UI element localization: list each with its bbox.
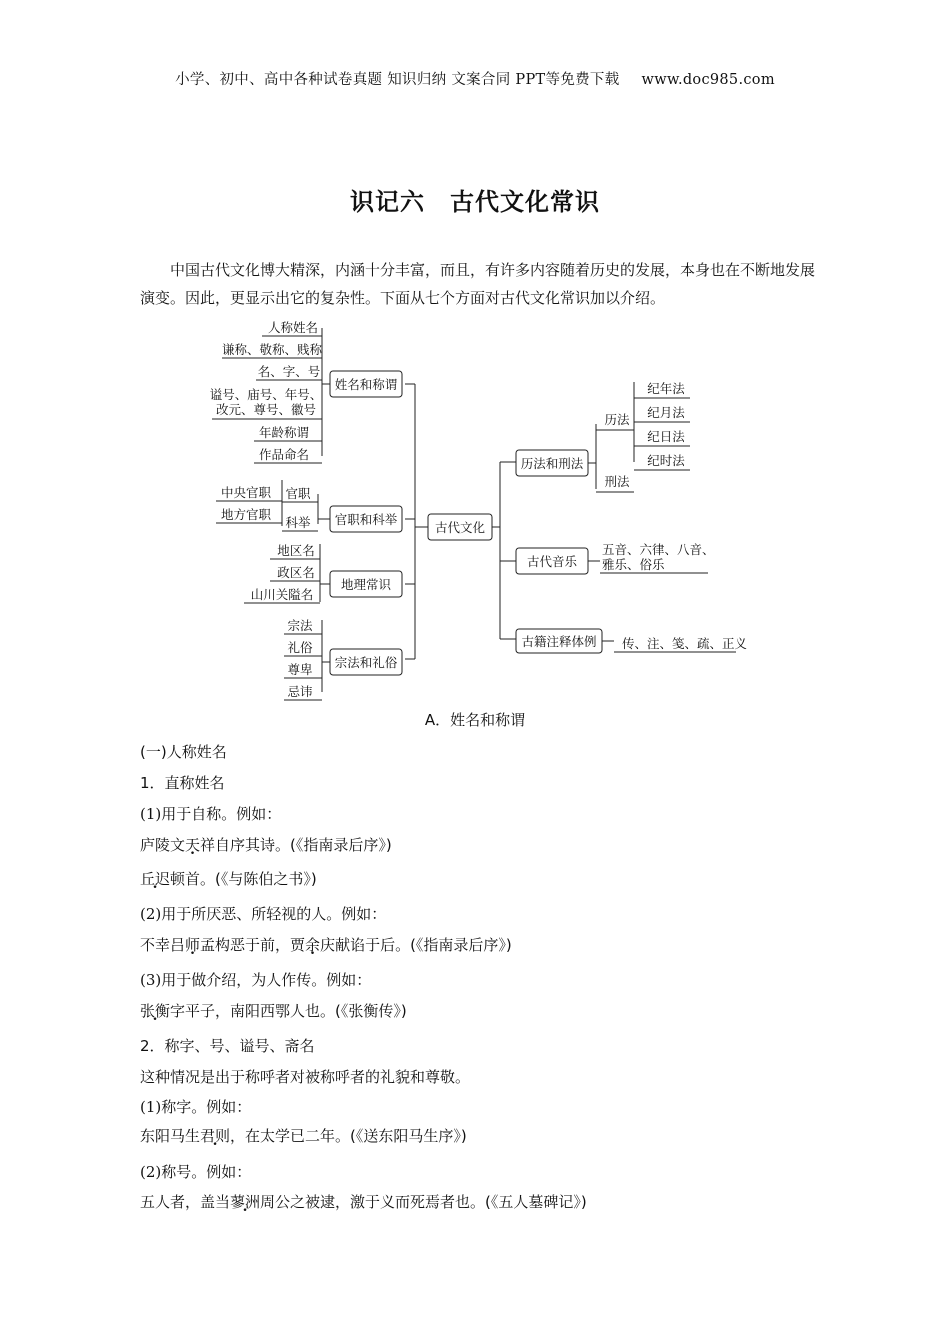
- point-4: 这种情况是出于称呼者对被称呼者的礼貌和尊敬。: [140, 1068, 471, 1086]
- svg-text:地理常识: 地理常识: [340, 577, 392, 592]
- svg-text:官职和科举: 官职和科举: [334, 512, 398, 527]
- example-6: 五人者，盖当蓼洲周公之被逮，激于义而死焉者也。(《五人墓碑记》): [140, 1193, 587, 1211]
- page-title: 识记六 古代文化常识: [350, 188, 600, 216]
- svg-text:古籍注释体例: 古籍注释体例: [521, 634, 597, 649]
- intro-paragraph: 中国古代文化博大精深，内涵十分丰富，而且，有许多内容随着历史的发展，本身也在不断地发展演变。因此，更显示出它的复杂性。下面从七个方面对古代文化常识加以介绍。: [140, 261, 816, 307]
- example-3: 不幸吕师孟构恶于前，贾余庆献谄于后。(《指南录后序》): [140, 936, 512, 954]
- svg-text:谥号、庙号、年号、: 谥号、庙号、年号、: [209, 387, 323, 402]
- page-header: [0, 68, 950, 89]
- svg-text:谦称、敬称、贱称: 谦称、敬称、贱称: [221, 342, 323, 357]
- svg-text:忌讳: 忌讳: [287, 684, 313, 699]
- heading-courtesy-names: 2．称字、号、谥号、斋名: [140, 1037, 315, 1055]
- example-1: 庐陵文天祥自序其诗。(《指南录后序》): [140, 836, 392, 854]
- point-1: (1)用于自称。例如：: [140, 805, 282, 823]
- svg-text:改元、尊号、徽号: 改元、尊号、徽号: [215, 402, 317, 417]
- svg-text:官职: 官职: [285, 486, 311, 501]
- heading-personal-names: (一)人称姓名: [140, 743, 227, 761]
- center-label: 古代文化: [434, 520, 486, 535]
- heading-direct-names: 1．直称姓名: [140, 774, 225, 792]
- svg-text:年龄称谓: 年龄称谓: [258, 425, 310, 440]
- svg-text:传、注、笺、疏、正义: 传、注、笺、疏、正义: [622, 636, 748, 651]
- point-6: (2)称号。例如：: [140, 1163, 252, 1181]
- svg-text:中央官职: 中央官职: [220, 485, 272, 500]
- svg-text:刑法: 刑法: [604, 474, 630, 489]
- svg-text:地区名: 地区名: [277, 543, 315, 558]
- mind-map-diagram: [200, 314, 760, 704]
- svg-text:宗法和礼俗: 宗法和礼俗: [334, 655, 398, 670]
- svg-text:尊卑: 尊卑: [287, 662, 313, 677]
- svg-text:雅乐、俗乐: 雅乐、俗乐: [602, 557, 665, 572]
- section-a-heading: A．姓名和称谓: [424, 711, 526, 729]
- svg-text:名、字、号: 名、字、号: [257, 364, 321, 379]
- svg-text:历法: 历法: [604, 412, 630, 427]
- point-3: (3)用于做介绍，为人作传。例如：: [140, 971, 372, 989]
- svg-text:人称姓名: 人称姓名: [267, 320, 319, 335]
- point-2: (2)用于所厌恶、所轻视的人。例如：: [140, 905, 387, 923]
- svg-text:作品命名: 作品命名: [258, 447, 310, 462]
- svg-text:纪时法: 纪时法: [647, 453, 685, 468]
- svg-text:纪年法: 纪年法: [647, 381, 685, 396]
- svg-text:宗法: 宗法: [287, 618, 313, 633]
- node-name-title: 姓名和称谓: [334, 377, 398, 392]
- svg-text:礼俗: 礼俗: [287, 640, 313, 655]
- svg-text:五音、六律、八音、: 五音、六律、八音、: [602, 542, 715, 557]
- svg-text:政区名: 政区名: [277, 565, 315, 580]
- header-url[interactable]: www.doc985.com: [641, 72, 775, 88]
- svg-text:科举: 科举: [285, 515, 311, 530]
- point-5: (1)称字。例如：: [140, 1098, 252, 1116]
- svg-text:纪月法: 纪月法: [647, 405, 685, 420]
- example-5: 东阳马生君则，在太学已二年。(《送东阳马生序》): [140, 1127, 467, 1145]
- example-4: 张衡字平子，南阳西鄂人也。(《张衡传》): [140, 1002, 407, 1020]
- svg-text:地方官职: 地方官职: [220, 507, 272, 522]
- svg-text:历法和刑法: 历法和刑法: [520, 456, 584, 471]
- example-2: 丘迟顿首。(《与陈伯之书》): [140, 870, 317, 888]
- svg-text:山川关隘名: 山川关隘名: [250, 587, 314, 602]
- header-slogan: 小学、初中、高中各种试卷真题 知识归纳 文案合同 PPT等免费下载: [175, 72, 620, 88]
- svg-text:古代音乐: 古代音乐: [526, 554, 578, 569]
- svg-text:纪日法: 纪日法: [647, 429, 685, 444]
